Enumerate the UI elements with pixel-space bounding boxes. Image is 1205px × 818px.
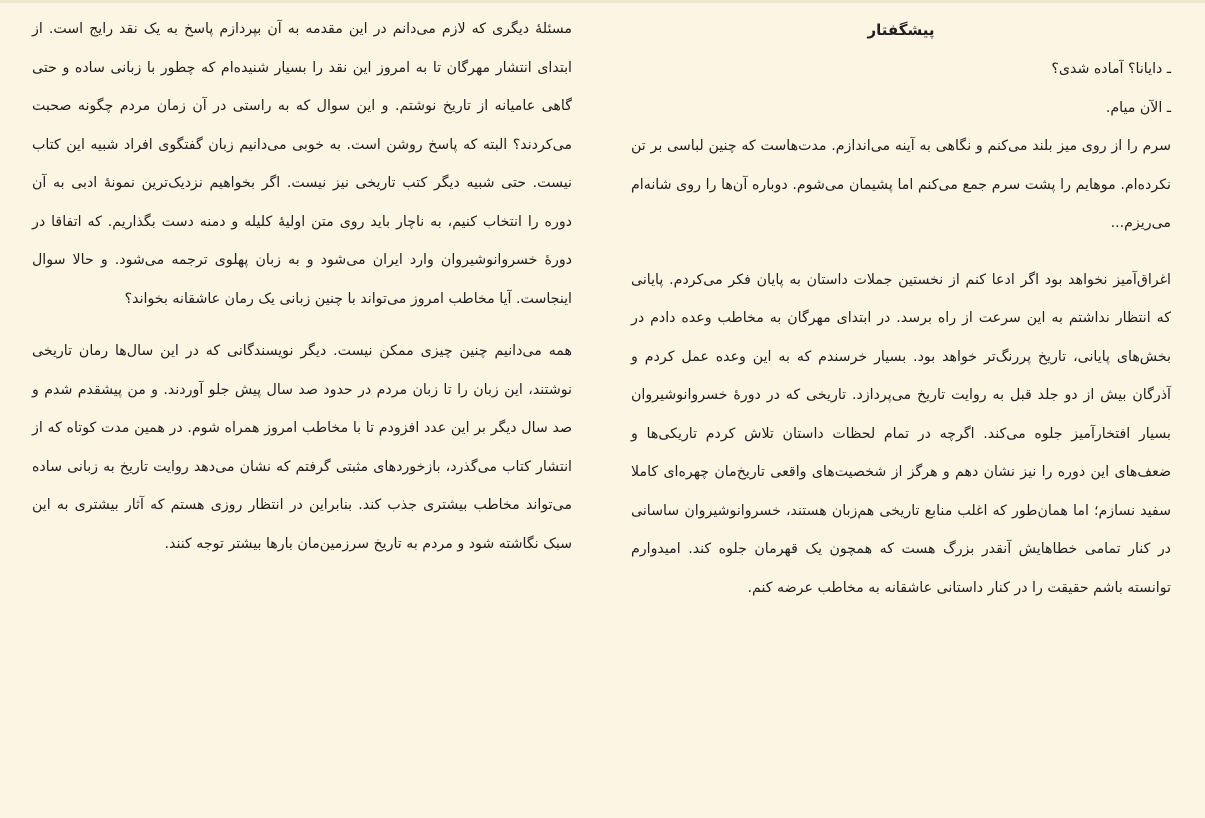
paragraph-gap (32, 318, 572, 332)
dialog-line-2: ـ الآن میام. (1105, 99, 1171, 116)
preface-title: پیشگفتار (867, 21, 935, 39)
dialog-line-1: ـ دایانا؟ آماده شدی؟ (1051, 61, 1171, 77)
paragraph-gap (631, 243, 1171, 261)
top-rule (0, 0, 1205, 3)
right-column (631, 10, 1171, 607)
right-paragraph-1: سرم را از روی میز بلند می‌کنم و نگاهی به آینه می‌اندازم. مدت‌هاست که چنین لباسی بر تن نکرده‌ام. موهایم را پشت سرم جمع می‌کنم اما پشیمان می‌شوم. دوباره آن‌ها را روی شانه‌ام می‌ریزم... (631, 138, 1171, 231)
left-paragraph-2: همه می‌دانیم چنین چیزی ممکن نیست. دیگر نویسندگانی که در این سال‌ها رمان تاریخی نوشتند، این زبان را تا زبان مردم در حدود صد سال پیش جلو آوردند. و من پیشقدم شدم و صد سال دیگر بر این عدد افزودم تا با مخاطب امروز همراه شوم. در همین مدت کوتاه که از انتشار کتاب می‌گذرد، بازخوردهای مثبتی گرفتم که نشان می‌دهد روایت تاریخ به زبانی ساده می‌تواند مخاطب بیشتری جذب کند. بنابراین در انتظار روزی هستم که آثار بیشتری به این سبک نگاشته شود و مردم به تاریخ سرزمین‌مان بارها بیشتر توجه کنند. (32, 343, 572, 552)
left-column (32, 10, 572, 563)
left-paragraph-1: مسئلهٔ دیگری که لازم می‌دانم در این مقدمه به آن بپردازم پاسخ به یک نقد رایج است. از ابتدای انتشار مهرگان تا به امروز این نقد را بسیار شنیده‌ام که چطور با زبانی ساده و حتی گاهی عامیانه از تاریخ نوشتم. و این سوال که به راستی در آن زمان مردم چگونه صحبت می‌کردند؟ البته که پاسخ روشن است. به خوبی می‌دانیم زبان گفتگوی افراد شبیه این کتاب نیست. حتی شبیه دیگر کتب تاریخی نیز نیست. اگر بخواهیم نزدیک‌ترین نمونهٔ ادبی به آن دوره را انتخاب کنیم، به ناچار باید روی متن اولیهٔ کلیله و دمنه دست بگذاریم. که اتفاقا در دورهٔ خسروانوشیروان وارد ایران می‌شود و به زبان پهلوی ترجمه می‌شود. و حالا سوال اینجاست. آیا مخاطب امروز می‌تواند با چنین زبانی یک رمان عاشقانه بخواند؟ (32, 21, 572, 307)
right-paragraph-2: اغراق‌آمیز نخواهد بود اگر ادعا کنم از نخستین جملات داستان به پایان فکر می‌کردم. پایانی که انتظار نداشتم به این سرعت از راه برسد. در ابتدای مهرگان به مخاطب وعده دادم در بخش‌های پایانی، تاریخ پررنگ‌تر خواهد بود. بسیار خرسندم که به این وعده عمل کردم و آذرگان بیش از دو جلد قبل به روایت تاریخ می‌پردازد. تاریخی که در دورهٔ خسروانوشیروان بسیار افتخارآمیز جلوه می‌کند. اگرچه در تمام لحظات داستان تلاش کردم تاریکی‌ها و ضعف‌های این دوره را نیز نشان دهم و هرگز از شخصیت‌های واقعی تاریخ‌مان چهره‌ای کاملا سفید نسازم؛ اما همان‌طور که اغلب منابع تاریخی هم‌زبان هستند، خسروانوشیروان ساسانی در کنار تمامی خطاهایش آنقدر بزرگ هست که همچون یک قهرمان جلوه کند. امیدوارم توانسته باشم حقیقت را در کنار داستانی عاشقانه به مخاطب عرضه کنم. (631, 271, 1171, 596)
